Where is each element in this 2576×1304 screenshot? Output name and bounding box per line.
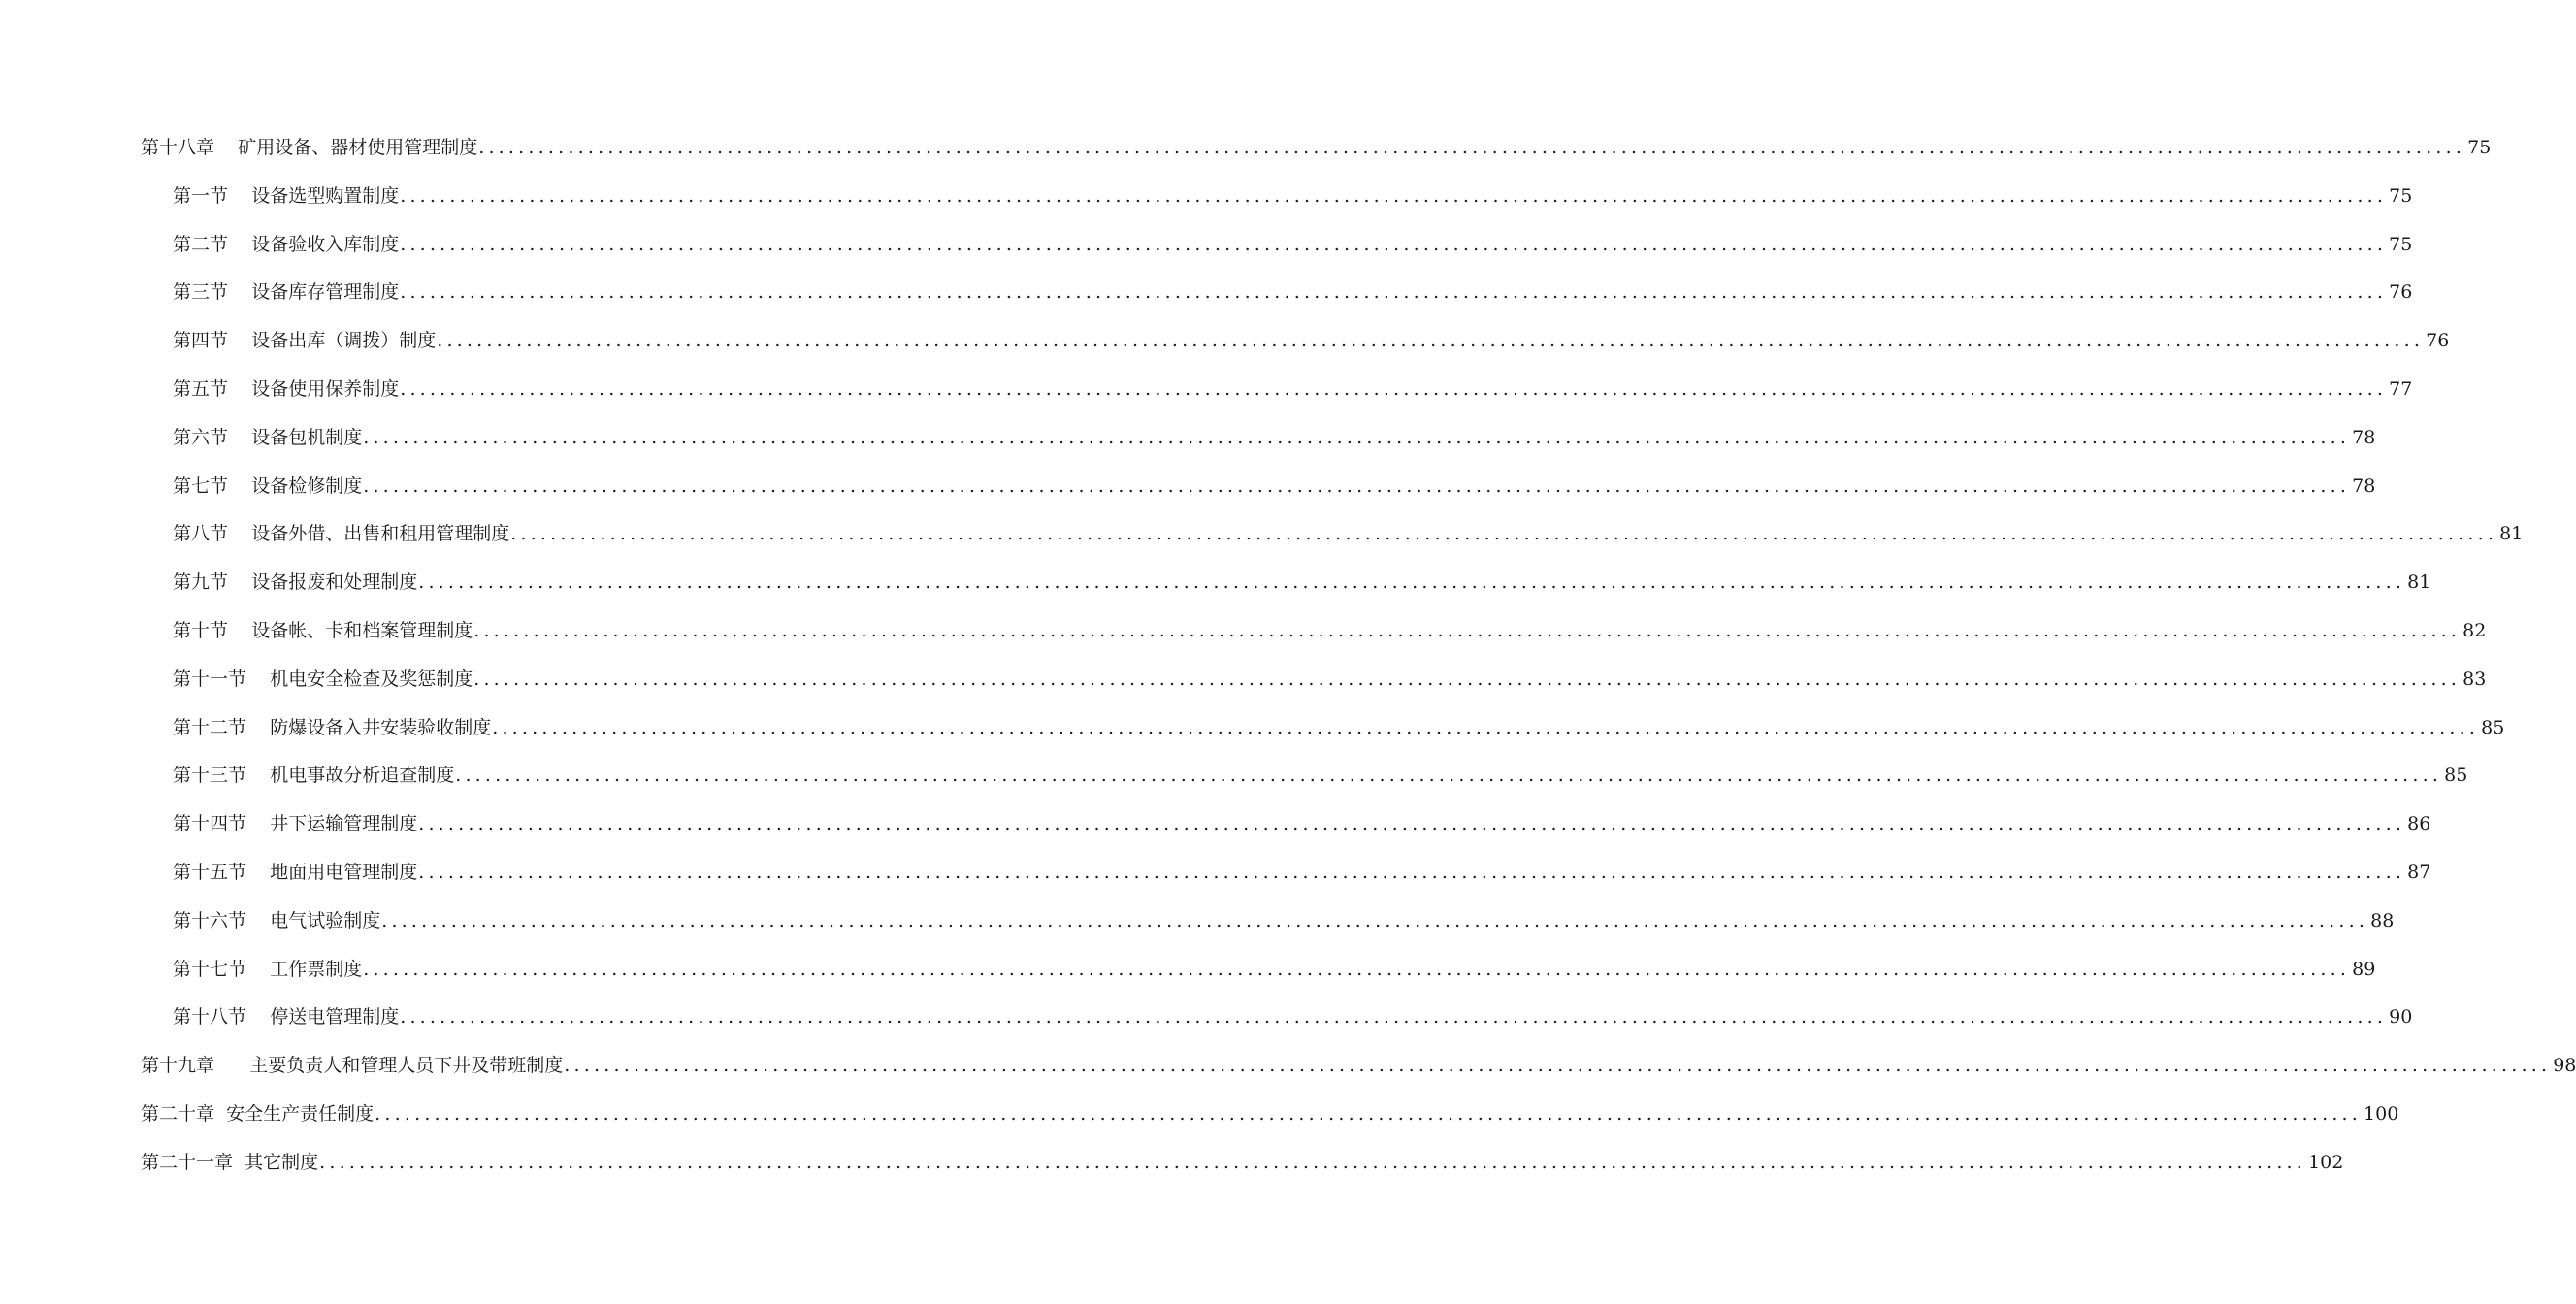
toc-entry-title: 设备检修制度 xyxy=(251,474,363,497)
toc-entry-number: 第七节 xyxy=(173,474,229,497)
toc-entry-number: 第二十章 xyxy=(141,1102,215,1125)
toc-chapter-entry[interactable] xyxy=(0,1139,2344,1188)
toc-entry-title: 安全生产责任制度 xyxy=(226,1102,375,1125)
toc-section-entry[interactable] xyxy=(0,366,2413,414)
toc-page-number: 76 xyxy=(2426,330,2450,352)
toc-page-number: 100 xyxy=(2364,1102,2399,1125)
toc-entry-spacing xyxy=(246,656,270,704)
toc-section-entry[interactable] xyxy=(0,317,2450,366)
table-of-contents xyxy=(0,124,2576,1188)
toc-entry-title: 设备使用保养制度 xyxy=(251,377,400,400)
toc-entry-number: 第六节 xyxy=(173,426,229,448)
toc-entry-number: 第十三节 xyxy=(173,765,247,787)
toc-entry-spacing xyxy=(228,607,251,656)
toc-entry-title: 设备报废和处理制度 xyxy=(251,571,418,594)
toc-entry-spacing xyxy=(233,1139,245,1188)
toc-page-number: 85 xyxy=(2444,765,2468,787)
toc-entry-spacing xyxy=(246,994,270,1042)
toc-entry-spacing xyxy=(214,1042,249,1091)
toc-dot-leader: ........................................................................................................................................................................................................ xyxy=(363,958,2351,980)
toc-dot-leader: ........................................................................................................................................................................................................ xyxy=(478,137,2466,158)
toc-entry-title: 设备帐、卡和档案管理制度 xyxy=(251,619,473,641)
toc-entry-spacing xyxy=(228,463,251,511)
toc-entry-number: 第十九章 xyxy=(141,1055,215,1077)
toc-page-number: 82 xyxy=(2462,619,2487,641)
toc-dot-leader: ........................................................................................................................................................................................................ xyxy=(319,1151,2307,1173)
toc-entry-spacing xyxy=(214,124,238,173)
toc-entry-number: 第十八章 xyxy=(141,137,215,158)
toc-section-entry[interactable] xyxy=(0,510,2524,559)
toc-entry-title: 设备库存管理制度 xyxy=(251,281,400,304)
toc-dot-leader: ........................................................................................................................................................................................................ xyxy=(381,909,2369,931)
toc-entry-spacing xyxy=(228,269,251,317)
toc-page-number: 75 xyxy=(2389,184,2413,207)
toc-entry-number: 第八节 xyxy=(173,523,229,545)
toc-section-entry[interactable] xyxy=(0,946,2376,994)
toc-section-entry[interactable] xyxy=(0,607,2487,656)
toc-page-number: 83 xyxy=(2462,668,2487,690)
toc-entry-spacing xyxy=(246,849,270,897)
toc-dot-leader: ........................................................................................................................................................................................................ xyxy=(400,281,2388,304)
toc-entry-title: 设备验收入库制度 xyxy=(251,233,400,255)
toc-entry-number: 第十二节 xyxy=(173,716,247,738)
toc-entry-number: 第一节 xyxy=(173,184,229,207)
toc-page-number: 98 xyxy=(2553,1055,2576,1077)
toc-section-entry[interactable] xyxy=(0,173,2413,221)
toc-dot-leader: ........................................................................................................................................................................................................ xyxy=(400,184,2388,207)
toc-entry-number: 第十一节 xyxy=(173,668,247,690)
toc-dot-leader: ........................................................................................................................................................................................................ xyxy=(400,233,2388,255)
toc-dot-leader: ........................................................................................................................................................................................................ xyxy=(363,474,2351,497)
toc-section-entry[interactable] xyxy=(0,994,2413,1042)
toc-entry-title: 地面用电管理制度 xyxy=(270,861,418,883)
toc-entry-spacing xyxy=(228,173,251,221)
toc-chapter-entry[interactable] xyxy=(0,1091,2399,1139)
toc-page-number: 75 xyxy=(2389,233,2413,255)
toc-entry-spacing xyxy=(246,897,270,946)
toc-entry-title: 其它制度 xyxy=(245,1151,319,1173)
toc-page-number: 78 xyxy=(2352,474,2376,497)
toc-section-entry[interactable] xyxy=(0,704,2505,753)
toc-entry-number: 第十节 xyxy=(173,619,229,641)
toc-entry-number: 第十七节 xyxy=(173,958,247,980)
toc-entry-title: 井下运输管理制度 xyxy=(270,813,418,835)
toc-entry-spacing xyxy=(228,510,251,559)
toc-page-number: 78 xyxy=(2352,426,2376,448)
toc-section-entry[interactable] xyxy=(0,221,2413,270)
toc-page-number: 102 xyxy=(2308,1151,2344,1173)
toc-dot-leader: ........................................................................................................................................................................................................ xyxy=(375,1102,2363,1125)
toc-entry-spacing xyxy=(246,752,270,800)
toc-entry-spacing xyxy=(228,317,251,366)
toc-entry-title: 电气试验制度 xyxy=(270,909,381,931)
toc-section-entry[interactable] xyxy=(0,800,2431,849)
toc-entry-spacing xyxy=(228,366,251,414)
toc-dot-leader: ........................................................................................................................................................................................................ xyxy=(400,377,2388,400)
toc-entry-title: 矿用设备、器材使用管理制度 xyxy=(238,137,478,158)
toc-section-entry[interactable] xyxy=(0,752,2468,800)
toc-entry-number: 第三节 xyxy=(173,281,229,304)
toc-chapter-entry[interactable] xyxy=(0,1042,2576,1091)
toc-section-entry[interactable] xyxy=(0,269,2413,317)
toc-entry-title: 设备外借、出售和租用管理制度 xyxy=(251,523,510,545)
toc-entry-spacing xyxy=(228,221,251,270)
toc-section-entry[interactable] xyxy=(0,849,2431,897)
toc-page-number: 87 xyxy=(2407,861,2431,883)
toc-entry-spacing xyxy=(246,946,270,994)
toc-section-entry[interactable] xyxy=(0,559,2431,607)
toc-dot-leader: ........................................................................................................................................................................................................ xyxy=(437,330,2425,352)
toc-entry-spacing xyxy=(228,559,251,607)
toc-entry-number: 第五节 xyxy=(173,377,229,400)
toc-dot-leader: ........................................................................................................................................................................................................ xyxy=(510,523,2498,545)
toc-section-entry[interactable] xyxy=(0,656,2487,704)
toc-dot-leader: ........................................................................................................................................................................................................ xyxy=(418,813,2406,835)
toc-page-number: 77 xyxy=(2389,377,2413,400)
toc-entry-number: 第九节 xyxy=(173,571,229,594)
toc-entry-spacing xyxy=(228,414,251,463)
toc-page-number: 81 xyxy=(2407,571,2431,594)
toc-entry-spacing xyxy=(246,800,270,849)
toc-dot-leader: ........................................................................................................................................................................................................ xyxy=(363,426,2351,448)
toc-dot-leader: ........................................................................................................................................................................................................ xyxy=(418,571,2406,594)
toc-entry-number: 第十八节 xyxy=(173,1006,247,1028)
toc-dot-leader: ........................................................................................................................................................................................................ xyxy=(564,1055,2552,1077)
toc-entry-title: 机电事故分析追查制度 xyxy=(270,765,455,787)
toc-dot-leader: ........................................................................................................................................................................................................ xyxy=(473,668,2462,690)
toc-entry-title: 设备选型购置制度 xyxy=(251,184,400,207)
toc-entry-number: 第四节 xyxy=(173,330,229,352)
toc-section-entry[interactable] xyxy=(0,897,2395,946)
toc-page-number: 86 xyxy=(2407,813,2431,835)
toc-entry-title: 设备出库（调拨）制度 xyxy=(251,330,437,352)
toc-entry-spacing xyxy=(246,704,270,753)
toc-entry-title: 设备包机制度 xyxy=(251,426,363,448)
toc-entry-spacing xyxy=(214,1091,226,1139)
toc-entry-title: 停送电管理制度 xyxy=(270,1006,400,1028)
toc-section-entry[interactable] xyxy=(0,463,2376,511)
toc-entry-number: 第十五节 xyxy=(173,861,247,883)
toc-page-number: 90 xyxy=(2389,1006,2413,1028)
toc-entry-title: 机电安全检查及奖惩制度 xyxy=(270,668,473,690)
toc-chapter-entry[interactable] xyxy=(0,124,2492,173)
toc-dot-leader: ........................................................................................................................................................................................................ xyxy=(473,619,2462,641)
toc-dot-leader: ........................................................................................................................................................................................................ xyxy=(455,765,2443,787)
toc-dot-leader: ........................................................................................................................................................................................................ xyxy=(400,1006,2388,1028)
toc-page-number: 75 xyxy=(2467,137,2492,158)
toc-page-number: 81 xyxy=(2499,523,2524,545)
toc-entry-title: 工作票制度 xyxy=(270,958,363,980)
toc-entry-number: 第十六节 xyxy=(173,909,247,931)
toc-entry-number: 第二十一章 xyxy=(141,1151,234,1173)
toc-entry-number: 第二节 xyxy=(173,233,229,255)
toc-dot-leader: ........................................................................................................................................................................................................ xyxy=(418,861,2406,883)
toc-entry-number: 第十四节 xyxy=(173,813,247,835)
toc-page-number: 76 xyxy=(2389,281,2413,304)
toc-entry-title: 主要负责人和管理人员下井及带班制度 xyxy=(249,1055,564,1077)
toc-dot-leader: ........................................................................................................................................................................................................ xyxy=(492,716,2480,738)
toc-section-entry[interactable] xyxy=(0,414,2376,463)
toc-page-number: 88 xyxy=(2370,909,2395,931)
toc-page-number: 85 xyxy=(2481,716,2505,738)
toc-entry-title: 防爆设备入井安装验收制度 xyxy=(270,716,492,738)
toc-page-number: 89 xyxy=(2352,958,2376,980)
